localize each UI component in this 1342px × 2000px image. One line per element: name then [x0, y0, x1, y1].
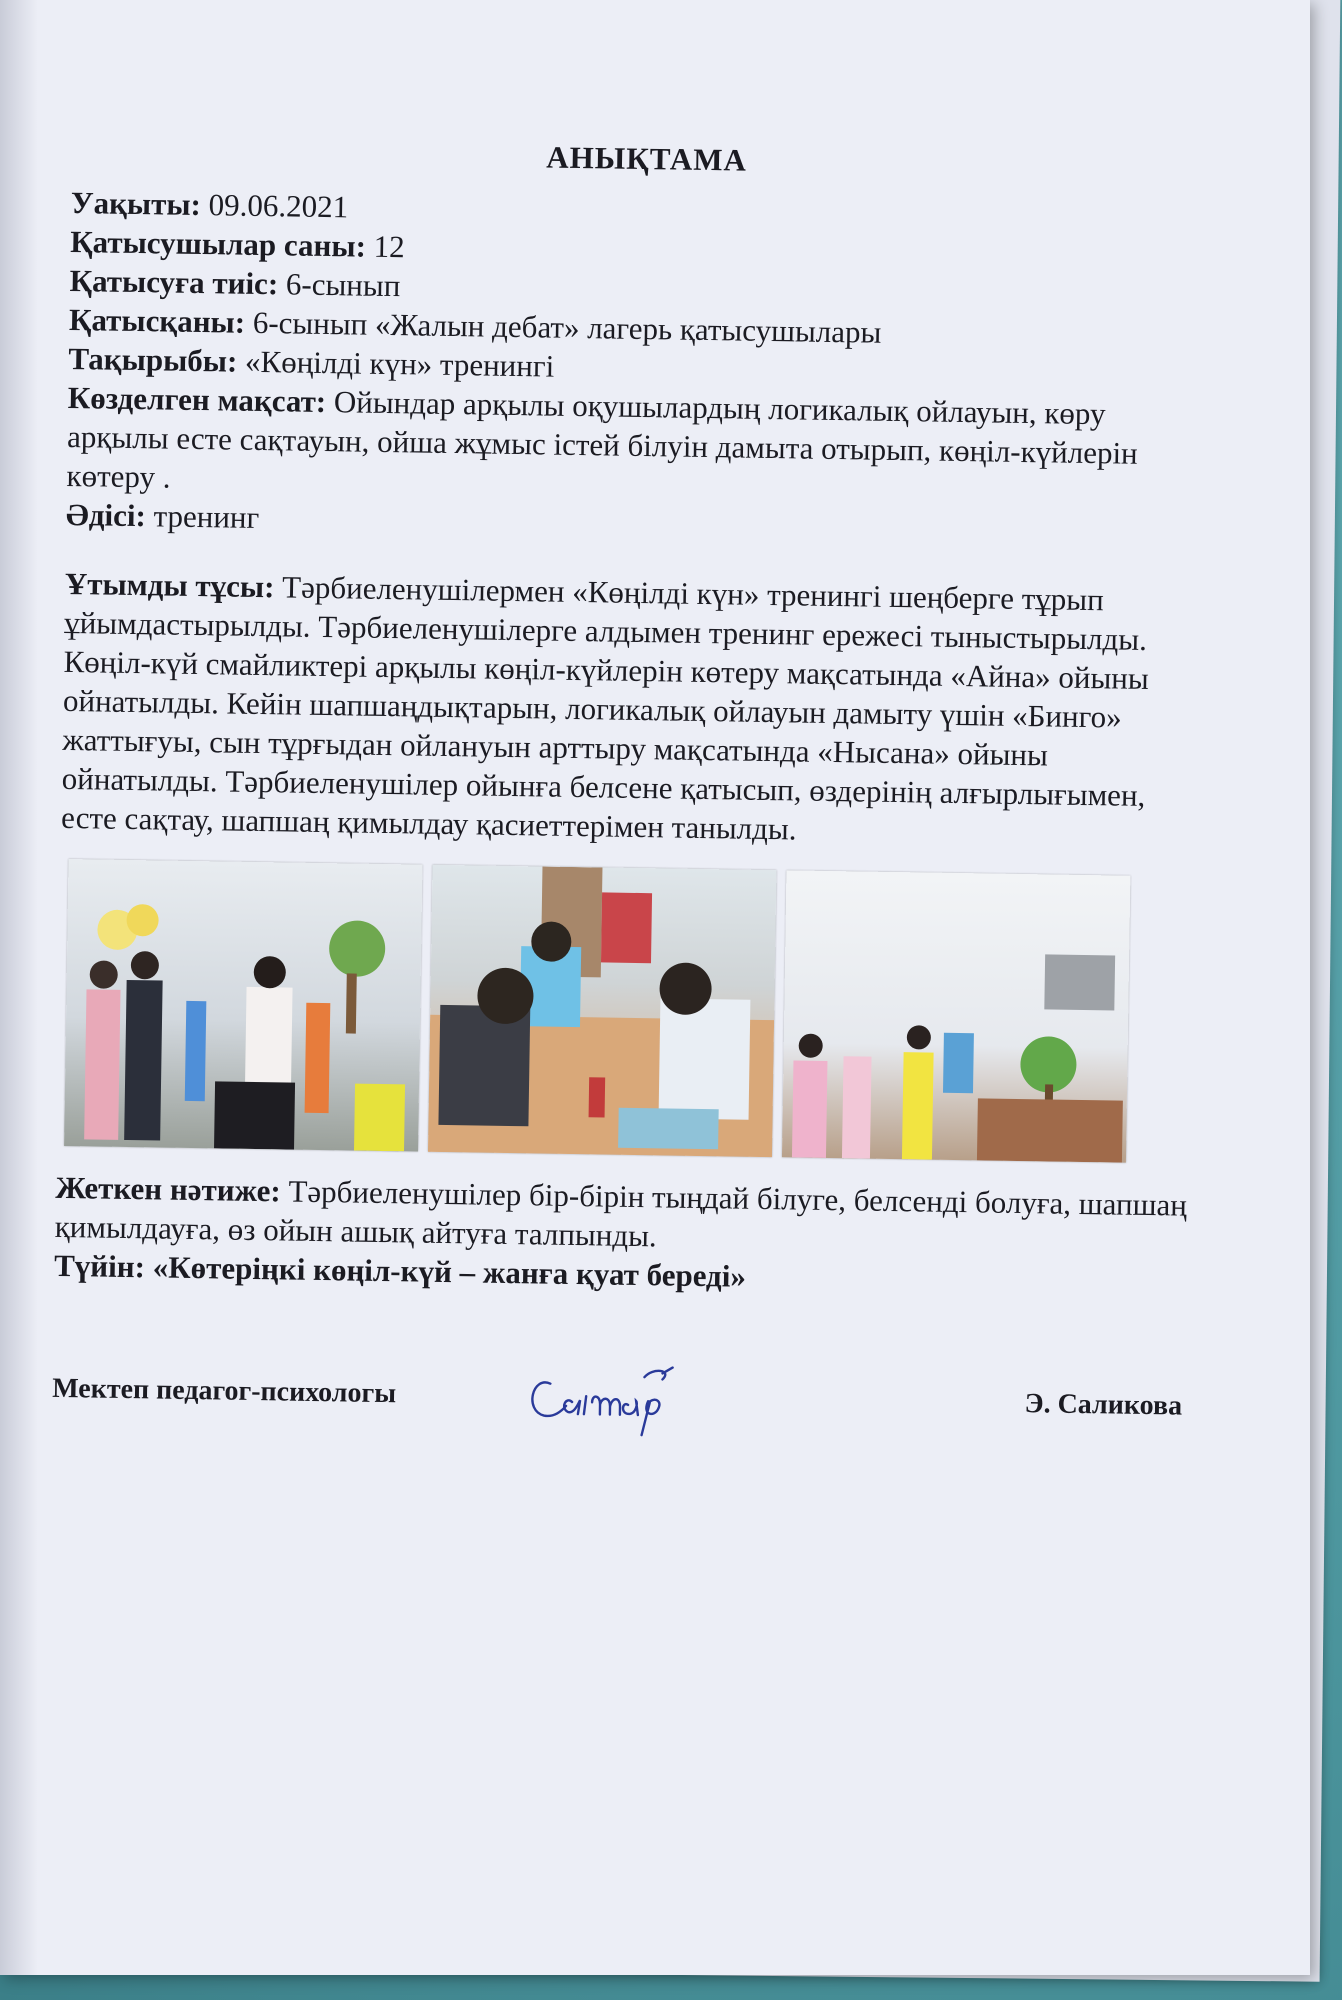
pros-label: Ұтымды тұсы: [64, 565, 275, 605]
training-photo-2 [428, 865, 776, 1157]
field-value: 12 [365, 228, 405, 265]
field-value: 09.06.2021 [200, 187, 349, 225]
pros-text: Тәрбиеленушілермен «Көңілді күн» тренингі шеңберге тұрып ұйымдастырылды. Тәрбиеленушілерге алдымен тренинг ережесі тыныстырылды. Көңіл-күй смайликтері арқылы көңіл-күйлерін көтеру мақсатында «Айна» ойыны ойнатылды. Кейін шапшаңдықтарын, логикалық ойлауын дамыту үшін «Бинго» жаттығуы, сын тұрғыдан ойлануын арттыру мақсатында «Нысана» ойыны ойнатылды. Тәрбиеленушілер ойынға белсене қатысып, өздерінің алғырлығымен, есте сақтау, шапшаң қимылдау қасиеттерімен танылды. [60, 569, 1150, 847]
field-label: Қатысушылар саны: [69, 223, 367, 264]
method-value: тренинг [145, 498, 260, 535]
field-value: «Көңілді күн» тренингі [237, 343, 555, 384]
page-shadow [0, 0, 38, 1975]
field-label: Қатысуға тиіс: [69, 262, 279, 302]
signer-name: Э. Саликова [1024, 1387, 1183, 1422]
method-label: Әдісі: [65, 496, 147, 534]
result-text: Тәрбиеленушілер бір-бірін тыңдай білуге, белсенді болуға, шапшаң қимылдауға, өз ойын ашық айтуға талпынды. [54, 1173, 1188, 1254]
goal-text: Ойындар арқылы оқушылардың логикалық ойлауын, көру арқылы есте сақтауын, ойша жұмыс істей білуін дамыта отырып, көңіл-күйлерін көтеру . [66, 384, 1138, 495]
conclusion-label: Түйін: [53, 1247, 146, 1285]
document-content [52, 130, 1222, 1441]
field-value: 6-сынып «Жалын дебат» лагерь қатысушылары [244, 304, 882, 350]
training-photo-3 [782, 870, 1130, 1162]
field-label: Қатысқаны: [68, 301, 246, 340]
result-label: Жеткен нәтиже: [55, 1169, 282, 1209]
training-photo-1 [64, 859, 422, 1152]
goal-paragraph [66, 378, 1208, 513]
field-label: Тақырыбы: [68, 340, 238, 379]
photo-strip [64, 859, 1210, 1164]
signature-row [52, 1353, 1203, 1441]
handwritten-signature [522, 1355, 713, 1438]
signer-position: Мектеп педагог-психологы [51, 1372, 397, 1409]
document-title: АНЫҚТАМА [546, 139, 748, 178]
field-value: 6-сынып [277, 266, 401, 304]
field-label: Уақыты: [70, 184, 202, 223]
pros-paragraph [61, 564, 1205, 855]
goal-label: Көзделген мақсат: [67, 379, 327, 420]
conclusion-text: «Көтеріңкі көңіл-күй – жанға қуат береді» [144, 1249, 747, 1294]
